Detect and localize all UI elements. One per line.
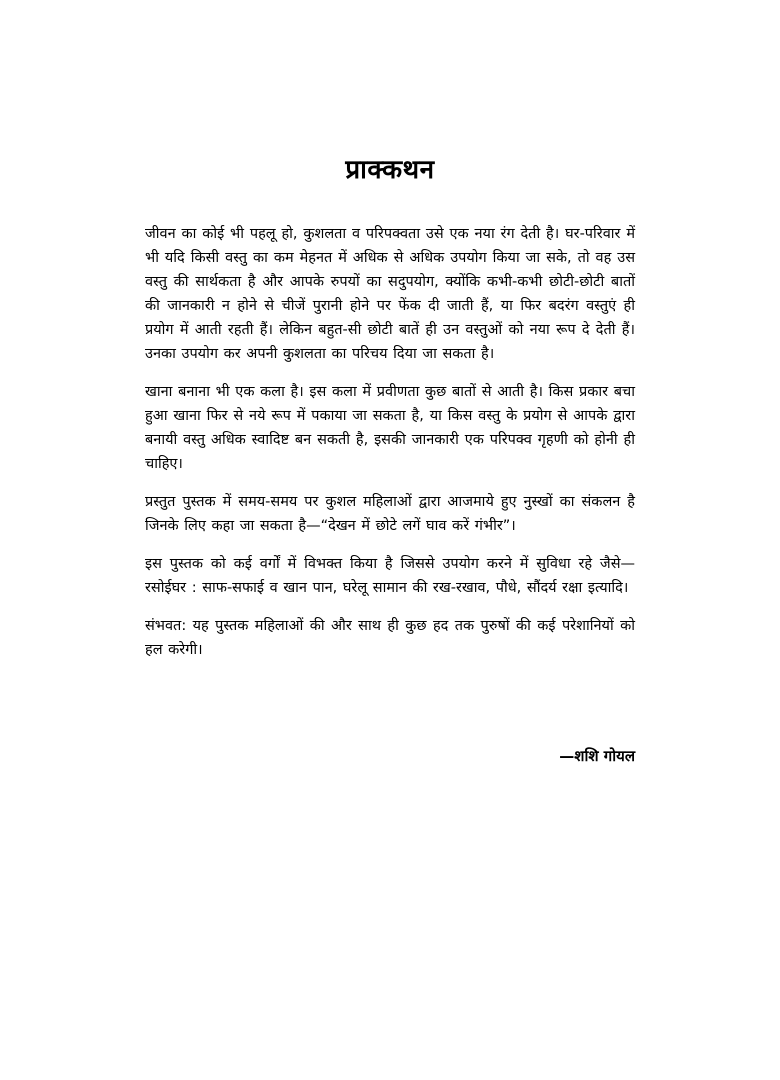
author-signature: —शशि गोयल <box>559 747 635 765</box>
body-text <box>145 222 635 676</box>
paragraph-5: संभवत: यह पुस्तक महिलाओं की और साथ ही कुछ हद तक पुरुषों की कई परेशानियों को हल करेगी। <box>145 618 635 658</box>
paragraph-3: प्रस्तुत पुस्तक में समय-समय पर कुशल महिलाओं द्वारा आजमाये हुए नुस्खों का संकलन है जिनके लिए कहा जा सकता है—“देखन में छोटे लगें घाव करें गंभीर”। <box>145 494 635 534</box>
paragraph-4: इस पुस्तक को कई वर्गों में विभक्त किया है जिससे उपयोग करने में सुविधा रहे जैसे—रसोईघर : साफ-सफाई व खान पान, घरेलू सामान की रख-रखाव, पौधे, सौंदर्य रक्षा इत्यादि। <box>145 556 635 596</box>
page-title: प्राक्कथन <box>345 155 435 185</box>
paragraph-2: खाना बनाना भी एक कला है। इस कला में प्रवीणता कुछ बातों से आती है। किस प्रकार बचा हुआ खाना फिर से नये रूप में पकाया जा सकता है, या किस वस्तु के प्रयोग से आपके द्वारा बनायी वस्तु अधिक स्वादिष्ट बन सकती है, इसकी जानकारी एक परिपक्व गृहणी को होनी ही चाहिए। <box>145 384 635 472</box>
paragraph-1: जीवन का कोई भी पहलू हो, कुशलता व परिपक्वता उसे एक नया रंग देती है। घर-परिवार में भी यदि किसी वस्तु का कम मेहनत में अधिक से अधिक उपयोग किया जा सके, तो वह उस वस्तु की सार्थकता है और आपके रुपयों का सदुपयोग, क्योंकि कभी-कभी छोटी-छोटी बातों की जानकारी न होने से चीजें पुरानी होने पर फेंक दी जाती हैं, या फिर बदरंग वस्तुएं ही प्रयोग में आती रहती हैं। लेकिन बहुत-सी छोटी बातें ही उन वस्तुओं को नया रूप दे देती हैं। उनका उपयोग कर अपनी कुशलता का परिचय दिया जा सकता है। <box>145 226 635 362</box>
